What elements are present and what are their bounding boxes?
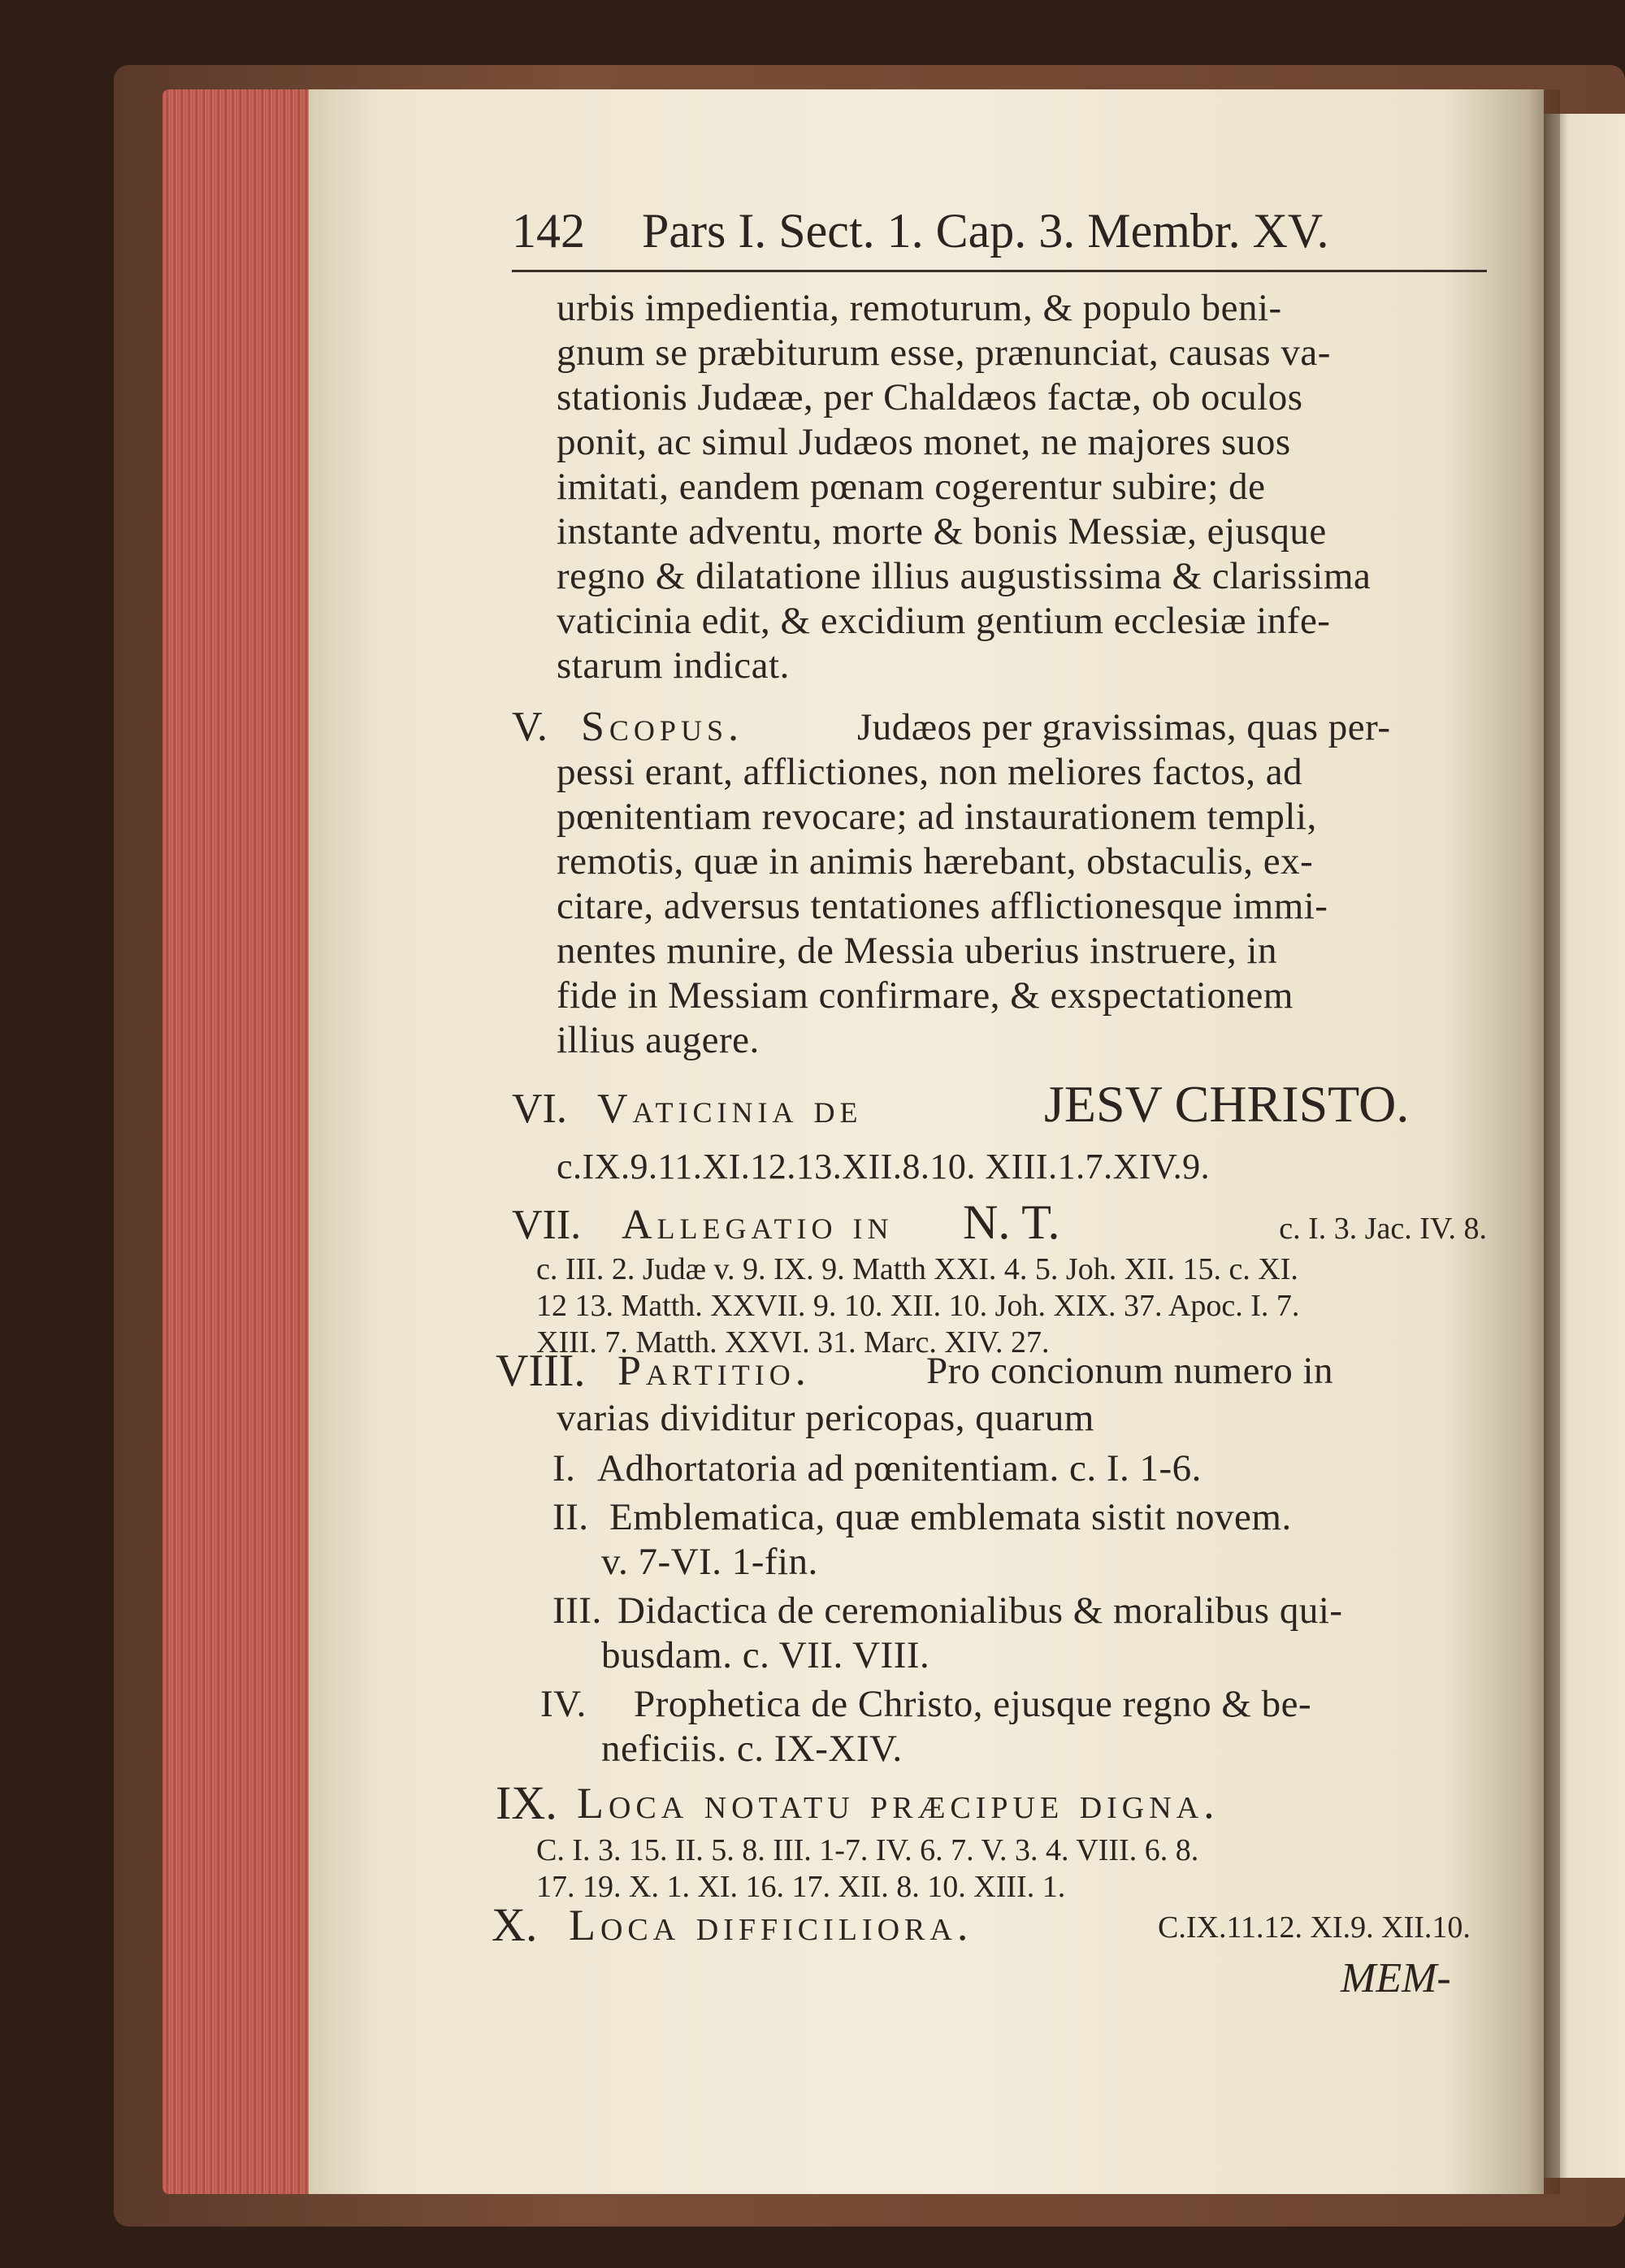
running-title: Pars I. Sect. 1. Cap. 3. Membr. XV. xyxy=(642,204,1329,258)
intro-line: ponit, ac simul Judæos monet, ne majores suos xyxy=(557,421,1291,463)
intro-line: vaticinia edit, & excidium gentium ecclesiæ infe- xyxy=(557,600,1331,642)
section-v-heading: Scopus. xyxy=(581,704,743,750)
section-vi-heading: Vaticinia de xyxy=(597,1086,863,1132)
section-x-refs: C.IX.11.12. XI.9. XII.10. xyxy=(1158,1910,1471,1945)
section-vii-heading: Allegatio in xyxy=(622,1202,894,1248)
section-ix-ref: 17. 19. X. 1. XI. 16. 17. XII. 8. 10. XIII. 1. xyxy=(536,1870,1066,1904)
section-ix-heading: Loca notatu præcipue digna. xyxy=(577,1779,1220,1828)
section-x-heading: Loca difficiliora. xyxy=(569,1901,973,1949)
section-viii-line: Pro concionum numero in xyxy=(926,1350,1334,1392)
partitio-item-number: IV. xyxy=(540,1683,587,1725)
section-v-line: remotis, quæ in animis hærebant, obstaculis, ex- xyxy=(557,840,1314,882)
intro-line: imitati, eandem pœnam cogerentur subire; de xyxy=(557,466,1266,508)
section-v-line: Judæos per gravissimas, quas per- xyxy=(857,706,1391,748)
partitio-item-line: Prophetica de Christo, ejusque regno & be- xyxy=(634,1683,1312,1725)
section-v-line: nentes munire, de Messia uberius instruere, in xyxy=(557,930,1278,972)
partitio-item-line: Adhortatoria ad pœnitentiam. c. I. 1-6. xyxy=(597,1447,1202,1490)
section-vii-ref: 12 13. Matth. XXVII. 9. 10. XII. 10. Joh. XIX. 37. Apoc. I. 7. xyxy=(536,1289,1300,1323)
catchword: MEM- xyxy=(1341,1955,1451,2001)
partitio-item-number: II. xyxy=(552,1496,589,1538)
partitio-item-number: I. xyxy=(552,1447,576,1490)
page-number: 142 xyxy=(512,204,585,258)
intro-line: instante adventu, morte & bonis Messiæ, ejusque xyxy=(557,510,1327,553)
section-vi-heading-large: JESV CHRISTO. xyxy=(1044,1075,1410,1133)
section-v-numeral: V. xyxy=(512,704,548,750)
section-viii-heading: Partitio. xyxy=(618,1348,811,1394)
intro-line: urbis impedientia, remoturum, & populo beni- xyxy=(557,287,1282,329)
section-v-line: pessi erant, afflictiones, non meliores factos, ad xyxy=(557,751,1303,793)
section-vi-refs: c.IX.9.11.XI.12.13.XII.8.10. XIII.1.7.XIV.9. xyxy=(557,1147,1211,1186)
section-vii-ref: XIII. 7. Matth. XXVI. 31. Marc. XIV. 27. xyxy=(536,1325,1050,1359)
section-v-line: fide in Messiam confirmare, & exspectationem xyxy=(557,974,1294,1017)
partitio-item-line: busdam. c. VII. VIII. xyxy=(601,1634,930,1676)
intro-line: regno & dilatatione illius augustissima & clarissima xyxy=(557,555,1372,597)
gutter-shadow xyxy=(1528,89,1560,2194)
section-ix-ref: C. I. 3. 15. II. 5. 8. III. 1-7. IV. 6. 7. V. 3. 4. VIII. 6. 8. xyxy=(536,1833,1199,1867)
partitio-item-line: Didactica de ceremonialibus & moralibus qui- xyxy=(618,1589,1343,1632)
section-x-numeral: X. xyxy=(492,1898,538,1951)
section-vii-ref: c. I. 3. Jac. IV. 8. xyxy=(1279,1212,1487,1246)
intro-line: starum indicat. xyxy=(557,644,790,687)
section-vii-ref: c. III. 2. Judæ v. 9. IX. 9. Matth XXI. 4. 5. Joh. XII. 15. c. XI. xyxy=(536,1252,1298,1286)
section-vii-heading-large: N. T. xyxy=(963,1195,1060,1249)
section-viii-line: varias dividitur pericopas, quarum xyxy=(557,1397,1094,1439)
partitio-item-line: v. 7-VI. 1-fin. xyxy=(601,1541,818,1583)
section-ix-numeral: IX. xyxy=(496,1776,557,1829)
section-viii-numeral: VIII. xyxy=(496,1346,586,1396)
section-vii-numeral: VII. xyxy=(512,1202,582,1248)
partitio-item-line: neficiis. c. IX-XIV. xyxy=(601,1728,903,1770)
page-edges xyxy=(162,89,325,2194)
section-v-line: illius augere. xyxy=(557,1019,760,1061)
partitio-item-line: Emblematica, quæ emblemata sistit novem. xyxy=(609,1496,1292,1538)
partitio-item-number: III. xyxy=(552,1589,602,1632)
section-v-line: pœnitentiam revocare; ad instaurationem templi, xyxy=(557,796,1317,838)
section-vi-numeral: VI. xyxy=(512,1086,567,1132)
intro-line: stationis Judææ, per Chaldæos factæ, ob oculos xyxy=(557,376,1303,418)
intro-line: gnum se præbiturum esse, prænunciat, causas va- xyxy=(557,332,1331,374)
section-v-line: citare, adversus tentationes afflictionesque immi- xyxy=(557,885,1328,927)
header-rule xyxy=(512,270,1487,272)
